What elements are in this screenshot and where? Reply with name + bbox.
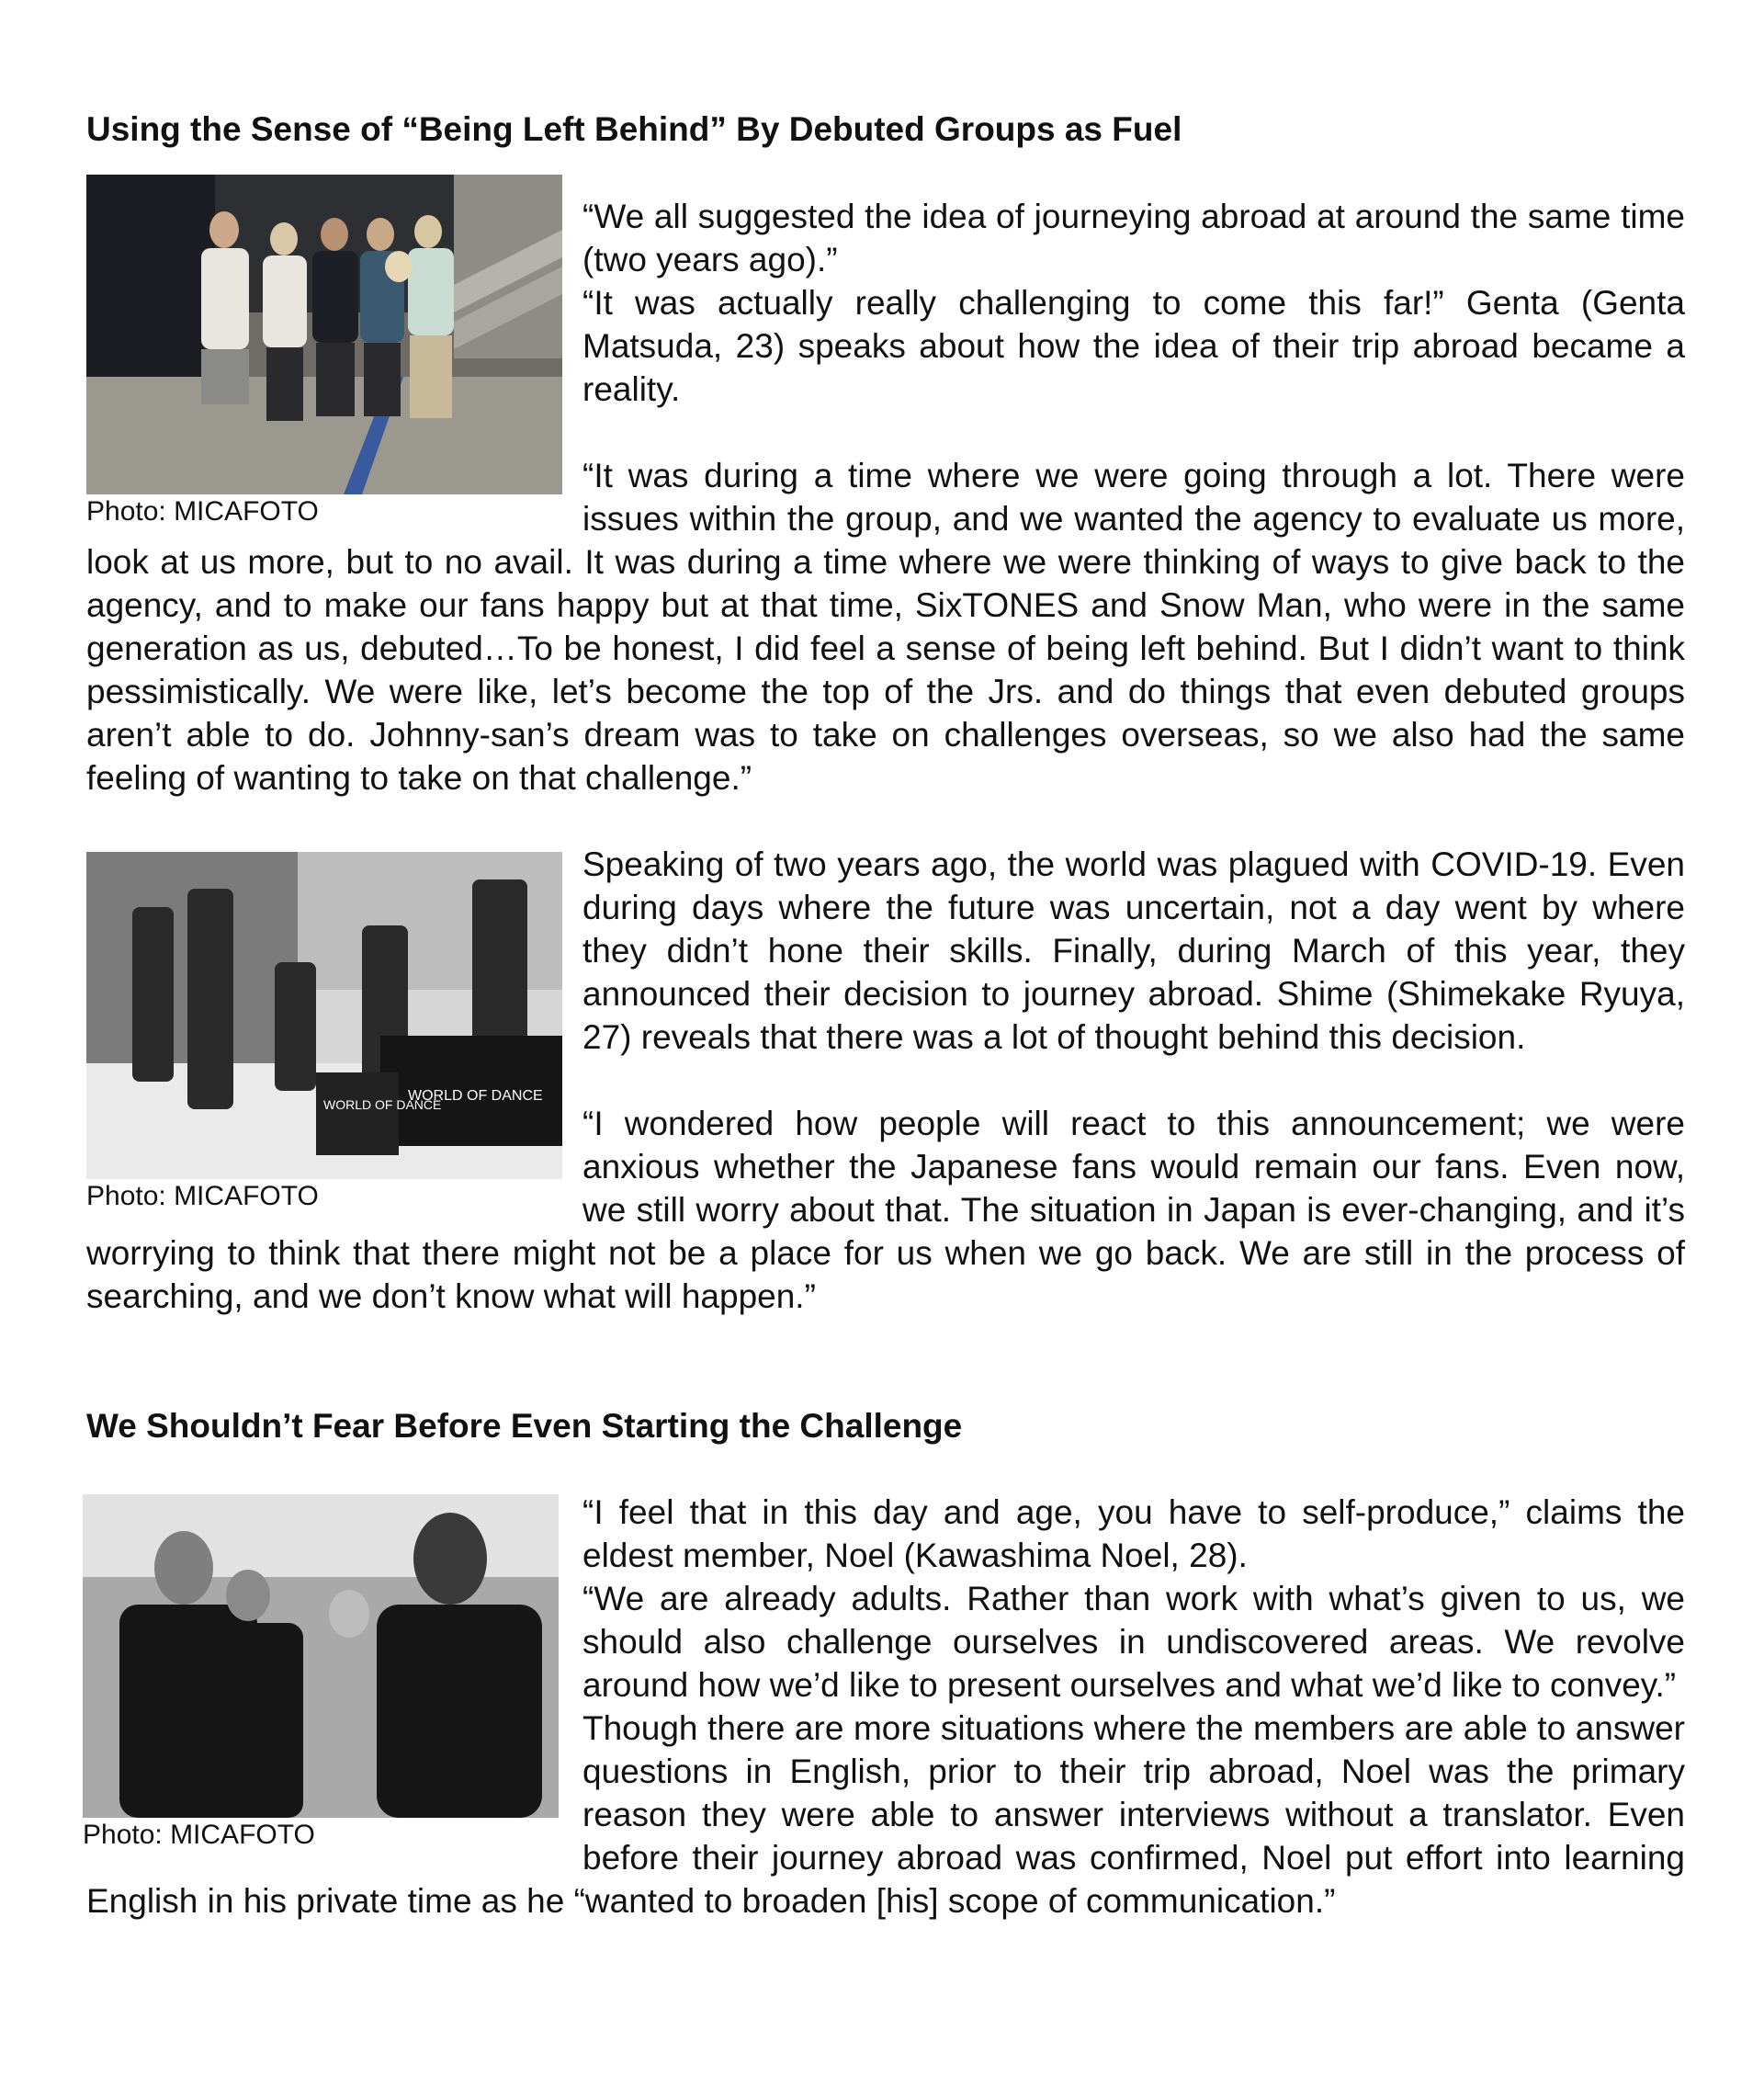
stage-photo-world-of-dance — [86, 852, 562, 1179]
photo-print-text-a: WORLD OF DANCE — [323, 1097, 442, 1112]
section-1-paragraph-3: “It was during a time where we were going through a lot. There were issues within the group, and we wanted the agency to evaluate us more, look at us more, but to no avail. It was during a time where we were thinking of ways to give back to the agency, and to make our fans happy but at that time, SixTONES and Snow Man, who were in the same generation as us, debuted…To be honest, I did feel a sense of being left behind. But I didn’t want to think pessimistically. We were like, let’s become the top of the Jrs. and do things that even debuted groups aren’t able to do. Johnny-san’s dream was to take on challenges overseas, so we also had the same feeling of wanting to take on that challenge.” — [86, 457, 1685, 797]
group-photo-illustration — [86, 175, 562, 494]
section-2-body — [86, 843, 1685, 1318]
section-heading-1: Using the Sense of “Being Left Behind” By Debuted Groups as Fuel — [86, 110, 1182, 148]
photo-figure-2 — [86, 843, 582, 1212]
section-3-paragraph-2: “We are already adults. Rather than work with what’s given to us, we should also challenge ourselves in undiscovered areas. We revolve around how we’d like to present ourselves and what we’d like to convey.” — [582, 1580, 1685, 1704]
section-1-paragraph-2: “It was actually really challenging to come this far!” Genta (Genta Matsuda, 23) speaks about how the idea of their trip abroad became a reality. — [582, 284, 1685, 408]
section-1-paragraph-1: “We all suggested the idea of journeying abroad at around the same time (two years ago).” — [582, 198, 1685, 278]
section-2-paragraph-2: “I wondered how people will react to this announcement; we were anxious whether the Japanese fans would remain our fans. Even now, we still worry about that. The situation in Japan is ever-changing, and it’s worrying to think that there might not be a place for us when we go back. We are still in the process of searching, and we don’t know what will happen.” — [86, 1105, 1685, 1315]
photo-caption-2: Photo: MICAFOTO — [86, 1181, 319, 1211]
section-heading-3: We Shouldn’t Fear Before Even Starting the Challenge — [86, 1407, 963, 1445]
photo-print-text-b: WORLD OF DANCE — [408, 1088, 543, 1104]
photo-caption-1: Photo: MICAFOTO — [86, 496, 319, 527]
section-3-body — [83, 1491, 1685, 1923]
section-2-paragraph-1: Speaking of two years ago, the world was plagued with COVID-19. Even during days where the future was uncertain, not a day went by where they didn’t hone their skills. Finally, during March of this year, they announced their decision to journey abroad. Shime (Shimekake Ryuya, 27) reveals that there was a lot of thought behind this decision. — [582, 845, 1685, 1056]
backstage-photo-illustration — [83, 1494, 559, 1818]
section-3-paragraph-1: “I feel that in this day and age, you have to self-produce,” claims the eldest member, Noel (Kawashima Noel, 28). — [582, 1493, 1685, 1574]
photo-caption-3: Photo: MICAFOTO — [83, 1820, 315, 1850]
photo-figure-3 — [83, 1491, 582, 1851]
section-1-body — [86, 175, 1685, 800]
section-3-paragraph-3: Though there are more situations where the members are able to answer questions in English, prior to their trip abroad, Noel was the primary reason they were able to answer interviews without a translator. Even before their journey abroad was confirmed, Noel put effort into learning English in his private time as he “wanted to broaden [his] scope of communication.” — [86, 1709, 1685, 1920]
backstage-bw-photo — [83, 1494, 559, 1818]
photo-figure-1 — [86, 175, 582, 528]
stage-photo-illustration — [86, 852, 562, 1179]
group-photo-backstage — [86, 175, 562, 494]
